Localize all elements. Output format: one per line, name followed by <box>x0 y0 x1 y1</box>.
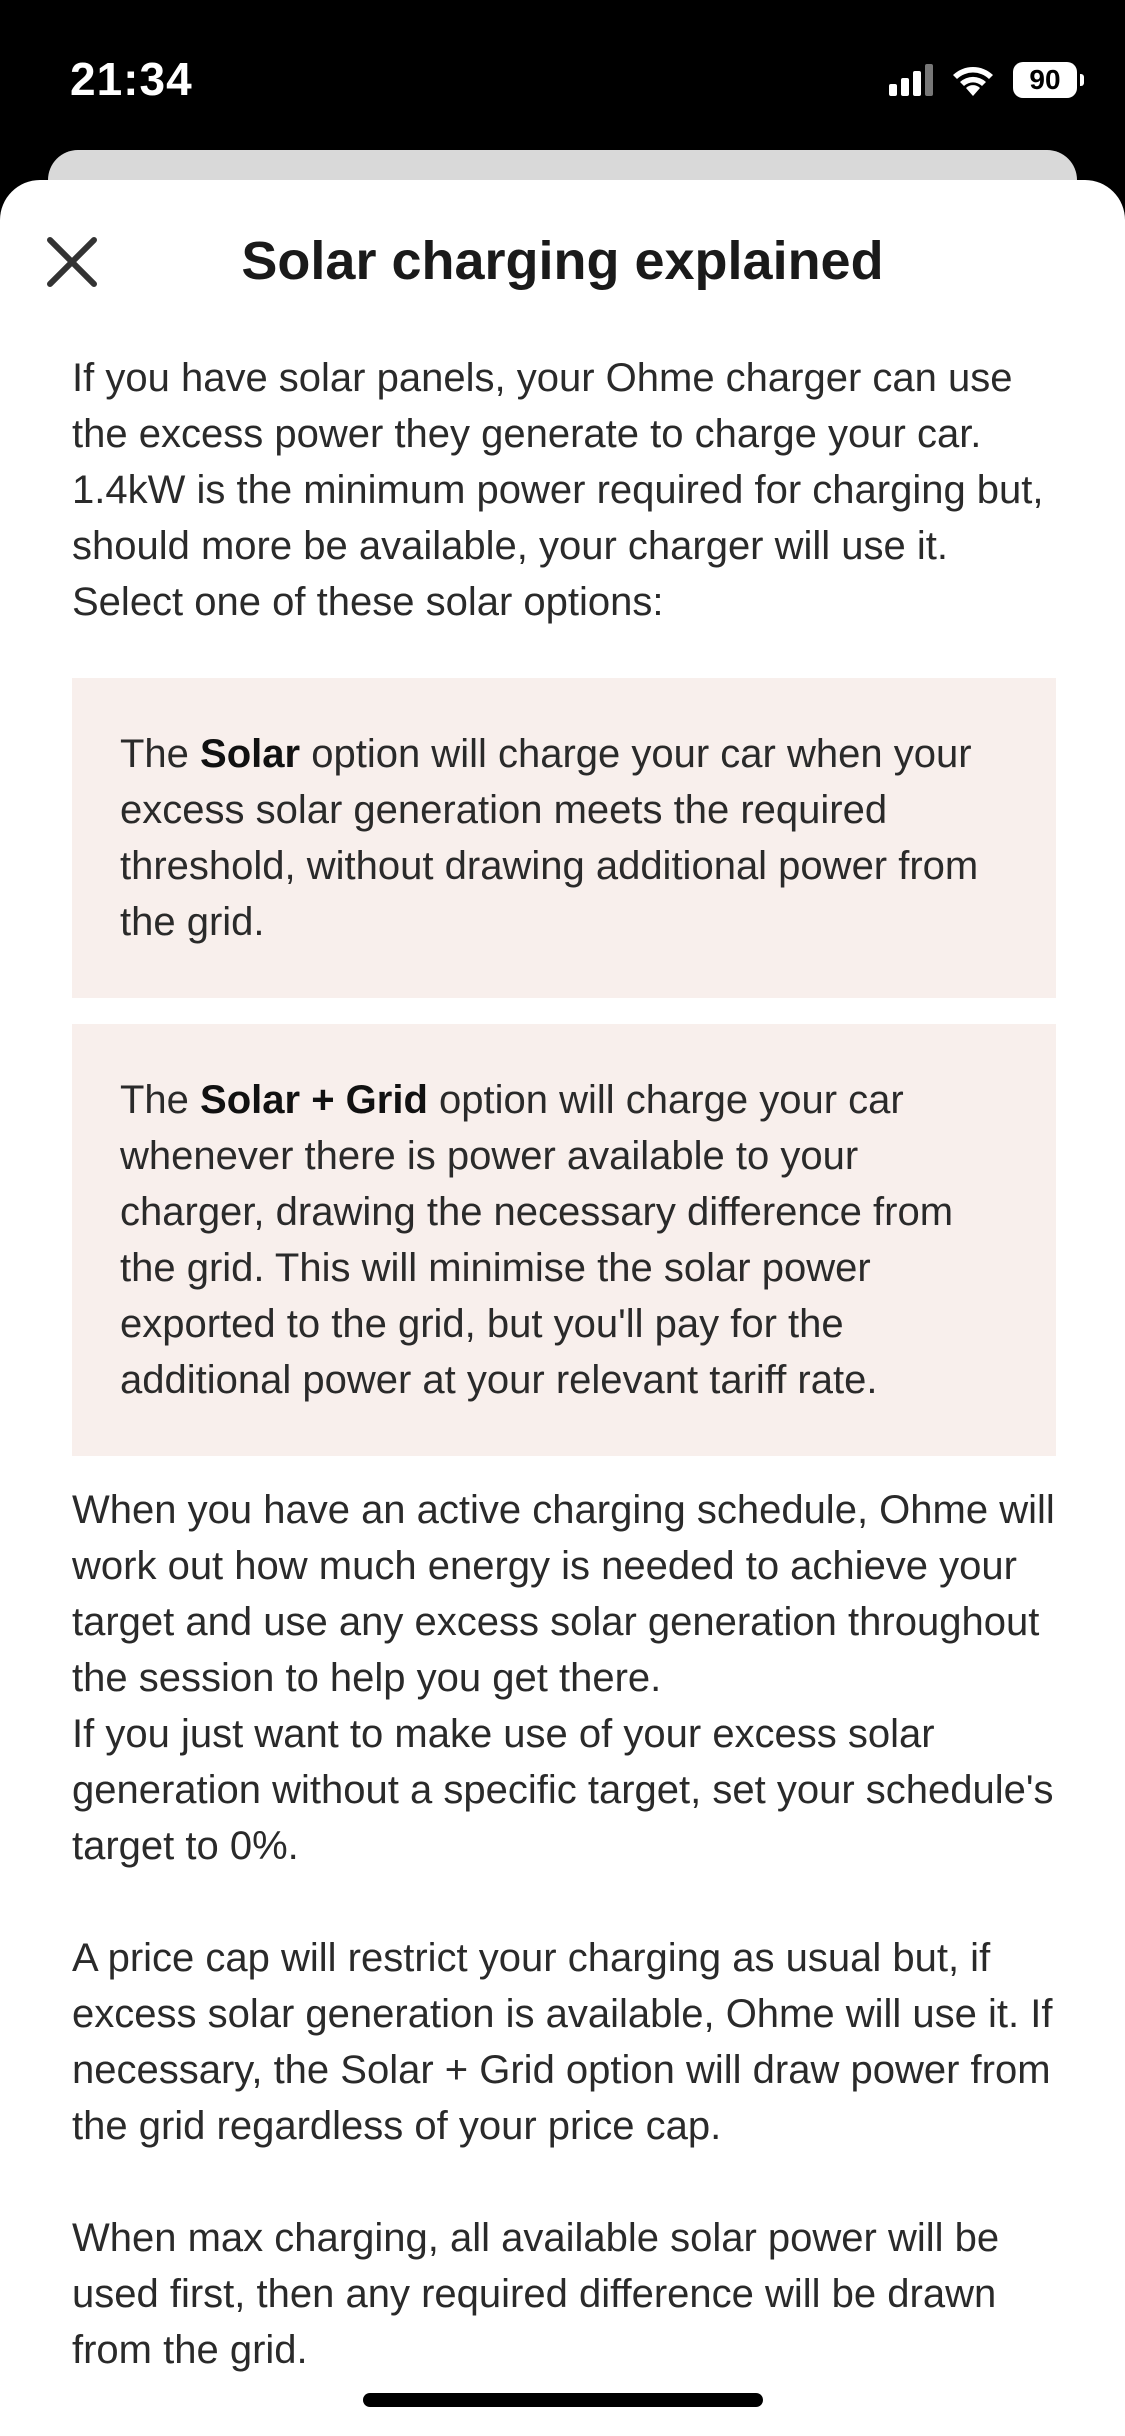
max-charging-paragraph: When max charging, all available solar power will be used first, then any required difference will be drawn from the grid. <box>72 2216 1000 2372</box>
solar-info-sheet <box>0 180 1125 2436</box>
sheet-title: Solar charging explained <box>241 231 884 291</box>
solar-option-prefix: The <box>120 732 201 776</box>
signal-icon <box>889 64 933 96</box>
close-icon <box>40 230 104 294</box>
solar-grid-option-card <box>72 1024 1056 1456</box>
battery-level: 90 <box>1029 64 1061 95</box>
close-button[interactable] <box>40 230 104 294</box>
solar-option-card <box>72 678 1056 998</box>
solar-option-name: Solar <box>200 732 301 776</box>
solar-grid-option-name: Solar + Grid <box>200 1078 428 1122</box>
battery-icon <box>1013 62 1077 98</box>
schedule-zero-target-paragraph: If you just want to make use of your excess solar generation without a specific target, set your schedule's target to 0%. <box>72 1712 1054 1868</box>
home-indicator[interactable] <box>363 2393 763 2407</box>
intro-paragraph: If you have solar panels, your Ohme charger can use the excess power they generate to charge your car. 1.4kW is the minimum power required for charging but, should more be available, your charger will use it. Select one of these solar options: <box>72 356 1044 624</box>
price-cap-paragraph: A price cap will restrict your charging as usual but, if excess solar generation is available, Ohme will use it. If necessary, the Solar + Grid option will draw power from the grid regardless of your price cap. <box>72 1936 1053 2148</box>
status-bar <box>0 0 1125 150</box>
wifi-icon <box>951 63 995 97</box>
solar-option-text: option will charge your car when your excess solar generation meets the required threshold, without drawing additional power from the grid. <box>120 732 979 944</box>
status-icons <box>889 62 1077 98</box>
schedule-paragraph: When you have an active charging schedule, Ohme will work out how much energy is needed to achieve your target and use any excess solar generation throughout the session to help you get there. <box>72 1488 1055 1700</box>
solar-grid-option-text: option will charge your car whenever there is power available to your charger, drawing the necessary difference from the grid. This will minimise the solar power exported to the grid, but you'll pay for the additional power at your relevant tariff rate. <box>120 1078 954 1402</box>
solar-grid-option-prefix: The <box>120 1078 201 1122</box>
sheet-content <box>72 350 1062 2378</box>
status-time: 21:34 <box>70 53 193 105</box>
